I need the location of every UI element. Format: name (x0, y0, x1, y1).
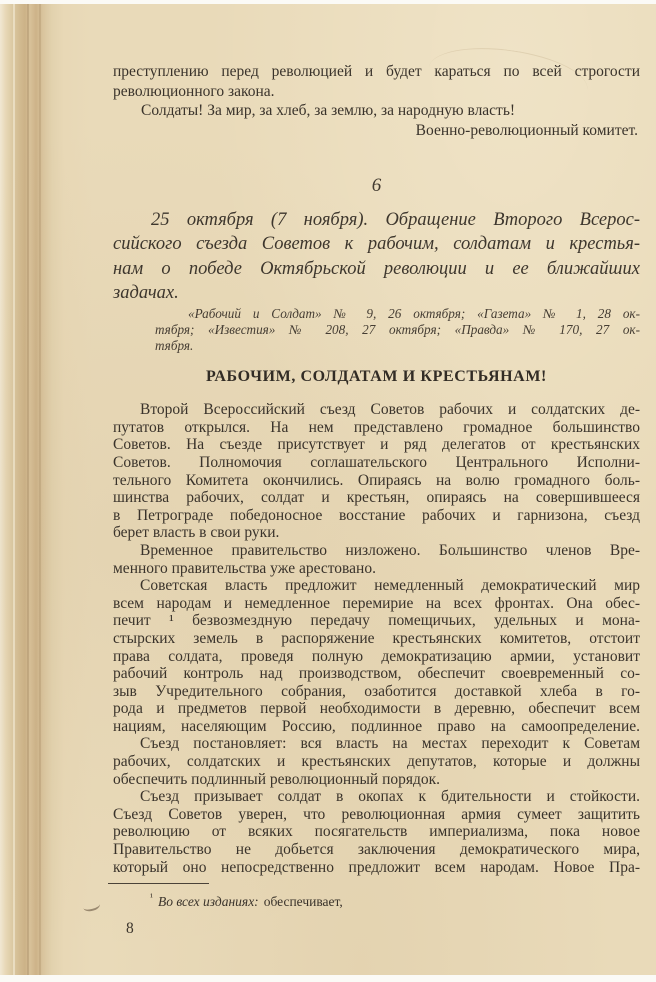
document-heading (113, 208, 640, 305)
text-line: революционного закона. (113, 82, 275, 100)
text-line: преступлению перед революцией и будет караться по всей строгости (113, 63, 640, 80)
body-line: Съезд призывает солдат в окопах к бдительности и стойкости. (140, 788, 640, 806)
page-paper (0, 4, 656, 975)
slogan-line: Солдаты! За мир, за хлеб, за землю, за народную власть! (141, 102, 516, 119)
footnote (113, 890, 640, 910)
body-line: Второй Всероссийский съезд Советов рабочих и солдатских де- (140, 401, 640, 419)
body-line: всем народам и немедленное перемирие на всех фронтах. Она обес- (113, 594, 640, 612)
footnote-rule (108, 883, 209, 884)
body-line: берет власть в свои руки. (113, 524, 280, 542)
body-line: Советов. На съезде присутствует и ряд делегатов от крестьянских (113, 436, 640, 454)
body-line: шинства рабочих, солдат и крестьян, опираясь на совершившееся (113, 489, 640, 507)
gutter-crease (39, 4, 41, 975)
citation-line: тября. (155, 338, 194, 354)
body-line: обеспечить подлинный революционный порядок. (113, 770, 441, 788)
body-line: Временное правительство низложено. Большинство членов Вре- (140, 541, 640, 559)
body-line: нациям, населяющим Россию, подлинное право на самоопределение. (113, 717, 640, 735)
citation-line: «Рабочий и Солдат» № 9, 26 октября; «Газета» № 1, 28 ок- (188, 306, 640, 322)
gutter-crease (13, 4, 15, 975)
footnote-marker: ¹ (150, 892, 153, 904)
text-block (113, 62, 640, 910)
heading-line: сийского съезда Советов к рабочим, солдатам и крестья- (113, 234, 640, 255)
body-line: печит ¹ безвозмездную передачу помещичьих, удельных и мона- (113, 612, 640, 630)
body-line: тельного Комитета окончились. Опираясь на волю громадного боль- (113, 471, 640, 489)
body-line: Советская власть предложит немедленный демократический мир (140, 577, 640, 595)
heading-line: задачах. (113, 282, 179, 303)
document-title: РАБОЧИМ, СОЛДАТАМ И КРЕСТЬЯНАМ! (206, 368, 547, 386)
body-line: Съезд Советов уверен, что революционная армия сумеет защитить (113, 805, 640, 823)
document-body (113, 401, 640, 876)
body-line: Правительство не добьется заключения демократического мира, (113, 841, 640, 859)
body-line: рабочий контроль над производством, обеспечит своевременный со- (113, 665, 640, 683)
previous-document-end (113, 62, 640, 140)
body-line: революцию от всяких посягательств империализма, пока новое (113, 823, 640, 841)
body-line: путатов открылся. На нем представлено громадное большинство (113, 418, 640, 436)
body-line: рода и предметов первой необходимости в деревню, обеспечит всем (113, 700, 640, 718)
body-line: стырских земель в распоряжение крестьянских комитетов, отстоит (113, 629, 640, 647)
body-line: Съезд постановляет: вся власть на местах переходит к Советам (140, 735, 640, 753)
footnote-source-label: Во всех изданиях: (158, 893, 259, 909)
body-line: менного правительства уже арестовано. (113, 559, 376, 577)
body-line: зыв Учредительного собрания, озаботится доставкой хлеба в го- (113, 682, 640, 700)
signature-line: Военно-революционный комитет. (415, 121, 638, 139)
body-line: который оно непосредственно предложит всем народам. Новое Пра- (113, 858, 640, 876)
section-number: 6 (371, 175, 382, 196)
footnote-variant-text: обеспечивает, (263, 893, 343, 909)
pencil-mark (82, 899, 101, 913)
citation-line: тября; «Известия» № 208, 27 октября; «Правда» № 170, 27 ок- (155, 322, 640, 338)
body-line: Советов. Полномочия соглашательского Центрального Исполни- (113, 453, 640, 471)
body-line: права солдата, проведя полную демократизацию армии, установит (113, 647, 640, 665)
source-citation (155, 306, 640, 354)
gutter-crease (27, 4, 29, 975)
heading-line: 25 октября (7 ноября). Обращение Второго Всерос- (151, 210, 640, 230)
body-line: в Петрограде победоносное восстание рабочих и гарнизона, съезд (113, 506, 640, 524)
body-line: рабочих, солдатских и крестьянских депутатов, которые и должны (113, 753, 640, 771)
heading-line: нам о победе Октябрьской революции и ее ближайших (113, 258, 640, 279)
page-number: 8 (126, 920, 134, 937)
